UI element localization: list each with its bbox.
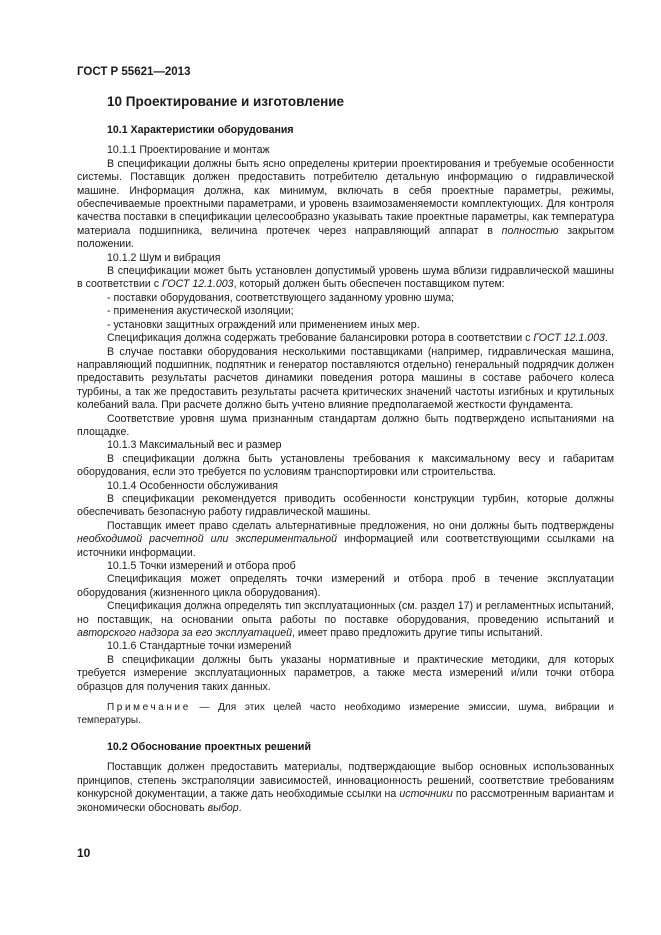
list-item: - установки защитных ограждений или применением иных мер.: [107, 318, 420, 331]
page-number: 10: [77, 846, 91, 860]
section-title: 10 Проектирование и изготовление: [107, 94, 345, 109]
paragraph: В спецификации может быть установлен допустимый уровень шума вблизи гидравлической машины в соответствии с ГОСТ 12.1.003, который должен быть обеспечен поставщиком путем:: [77, 265, 614, 291]
paragraph: Спецификация должна содержать требование балансировки ротора в соответствии с ГОСТ 12.1.003.: [107, 332, 608, 345]
paragraph: Поставщик должен предоставить материалы, подтверждающие выбор основных использованных принципов, степень экстраполяции зависимостей, инновационность решений, соответствие требованиям конкурсной документации, а также дать необходимые ссылки на источники по рассмотренным вариантам и экономически обосновать выбор.: [77, 761, 614, 814]
clause-title-10-1-6: 10.1.6 Стандартные точки измерений: [107, 640, 292, 653]
document-header: ГОСТ Р 55621—2013: [77, 66, 191, 78]
paragraph: Спецификация должна определять тип эксплуатационных (см. раздел 17) и регламентных испытаний, но поставщик, на основании опыта работы по поставке оборудования, проведению испытаний и авторского надзора за его эксплуатацией, имеет право предложить другие типы испытаний.: [77, 600, 614, 640]
list-item: - применения акустической изоляции;: [107, 305, 294, 318]
clause-title-10-1-3: 10.1.3 Максимальный вес и размер: [107, 439, 282, 452]
note: Примечание — Для этих целей часто необходимо измерение эмиссии, шума, вибрации и температуры.: [77, 702, 614, 727]
subsection-title-10-1: 10.1 Характеристики оборудования: [107, 124, 294, 136]
paragraph: В спецификации должны быть ясно определены критерии проектирования и требуемые особенности системы. Поставщик должен предоставить потребителю детальную информацию о гидравлической машине. Информация должна, как минимум, включать в себя проектные параметры, режимы, обеспечиваемые проектными параметрами, и уровень взаимозаменяемости комплектующих. Для контроля качества поставки в спецификации целесообразно указывать такие проектные параметры, как температура материала подшипника, величина протечек через направляющий аппарат в полностью закрытом положении.: [77, 157, 614, 251]
paragraph: Соответствие уровня шума признанным стандартам должно быть подтверждено испытаниями на площадке.: [77, 412, 614, 438]
document-body: [77, 88, 614, 815]
paragraph: В случае поставки оборудования несколькими поставщиками (например, гидравлическая машина, направляющий подшипник, подпятник и генератор поставляются отдельно) генеральный подрядчик должен предоставить результаты расчетов динамики поведения ротора машины в составе рабочего колеса турбины, а так же предоставить результаты расчета критических значений частоты изгибных и крутильных колебаний вала. При расчете должно быть учтено влияние предполагаемой жесткости фундамента.: [77, 345, 614, 412]
clause-title-10-1-1: 10.1.1 Проектирование и монтаж: [107, 144, 270, 157]
paragraph: Поставщик имеет право сделать альтернативные предложения, но они должны быть подтверждены необходимой расчетной или экспериментальной информацией или соответствующими ссылками на источники информации.: [77, 519, 614, 559]
list-item: - поставки оборудования, соответствующего заданному уровню шума;: [107, 291, 455, 304]
clause-title-10-1-4: 10.1.4 Особенности обслуживания: [107, 479, 279, 492]
paragraph: В спецификации должны быть указаны нормативные и практические методики, для которых требуется измерение эксплуатационных параметров, а также места измерений и/или точки отбора образцов для получения таких данных.: [77, 653, 614, 693]
paragraph: В спецификации рекомендуется приводить особенности конструкции турбин, которые должны обеспечивать безопасную работу гидравлической машины.: [77, 492, 614, 519]
subsection-title-10-2: 10.2 Обоснование проектных решений: [107, 740, 311, 753]
paragraph: Спецификация может определять точки измерений и отбора проб в течение эксплуатации оборудования (жизненного цикла оборудования).: [77, 573, 614, 599]
clause-title-10-1-5: 10.1.5 Точки измерений и отбора проб: [107, 560, 296, 572]
paragraph: В спецификации должна быть установлены требования к максимальному весу и габаритам оборудования, если это требуется по условиям транспортировки или строительства.: [77, 452, 614, 479]
note-label: Примечание: [107, 702, 191, 714]
clause-title-10-1-2: 10.1.2 Шум и вибрация: [107, 251, 221, 264]
